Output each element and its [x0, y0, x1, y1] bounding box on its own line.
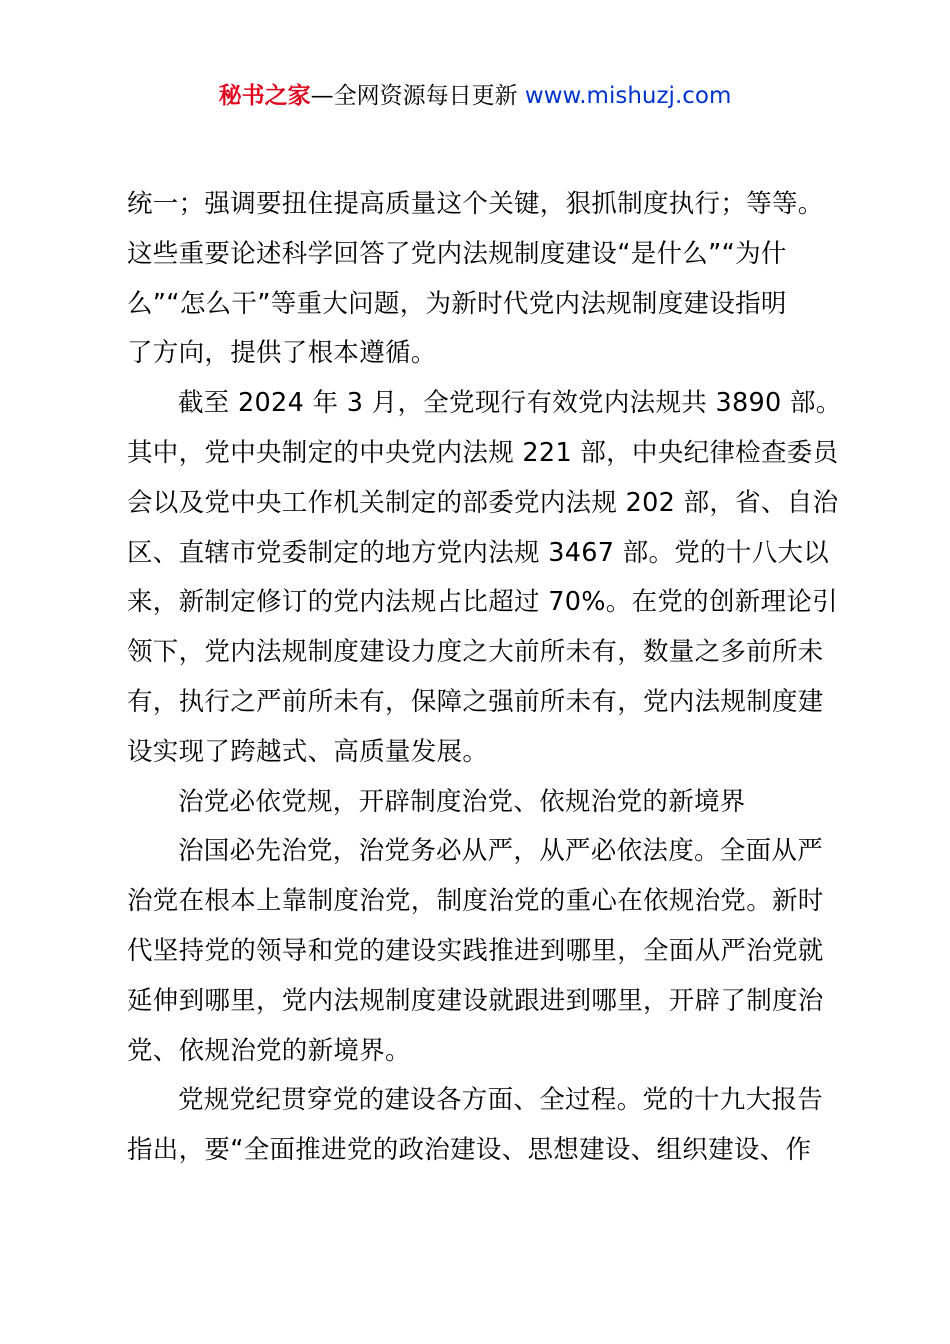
text-line: 区、直辖市党委制定的地方党内法规 3467 部。党的十八大以 [127, 537, 830, 568]
text-line: 有，执行之严前所未有，保障之强前所未有，党内法规制度建 [127, 686, 824, 717]
text-line: 其中，党中央制定的中央党内法规 221 部，中央纪律检查委员 [127, 437, 839, 468]
heading-line: 治党必依党规，开辟制度治党、依规治党的新境界 [178, 786, 746, 817]
text-line: 来，新制定修订的党内法规占比超过 70%。在党的创新理论引 [127, 587, 838, 618]
text-line: 指出，要“全面推进党的政治建设、思想建设、组织建设、作 [127, 1135, 812, 1166]
brand-name: 秘书之家 [218, 83, 311, 109]
paragraph-3 [127, 827, 831, 1076]
text-line: 设实现了跨越式、高质量发展。 [127, 736, 489, 767]
text-line: 治党在根本上靠制度治党，制度治党的重心在依规治党。新时 [127, 886, 824, 917]
text-line: 领下，党内法规制度建设力度之大前所未有，数量之多前所未 [127, 637, 824, 668]
paragraph-1 [127, 180, 831, 379]
text-line: 截至 2024 年 3 月，全党现行有效党内法规共 3890 部。 [178, 388, 842, 419]
text-line: 统一；强调要扭住提高质量这个关键，狠抓制度执行；等等。 [127, 189, 824, 219]
text-line: 么”“怎么干”等重大问题，为新时代党内法规制度建设指明 [127, 288, 787, 319]
text-line: 这些重要论述科学回答了党内法规制度建设“是什么”“为什 [127, 238, 787, 269]
paragraph-4 [127, 1076, 831, 1176]
text-line: 了方向，提供了根本遵循。 [127, 338, 437, 369]
text-line: 延伸到哪里，党内法规制度建设就跟进到哪里，开辟了制度治 [127, 985, 824, 1016]
paragraph-2 [127, 379, 842, 777]
page-header [0, 80, 950, 112]
text-line: 治国必先治党，治党务必从严，从严必依法度。全面从严 [178, 836, 824, 867]
text-line: 会以及党中央工作机关制定的部委党内法规 202 部，省、自治 [127, 487, 839, 518]
section-heading [127, 778, 831, 828]
website-link[interactable]: www.mishuzj.com [524, 83, 732, 109]
text-line: 党规党纪贯穿党的建设各方面、全过程。党的十九大报告 [178, 1085, 824, 1116]
document-body [127, 180, 842, 1176]
text-line: 党、依规治党的新境界。 [127, 1035, 411, 1066]
text-line: 代坚持党的领导和党的建设实践推进到哪里，全面从严治党就 [127, 935, 824, 966]
header-tagline: —全网资源每日更新 [310, 83, 525, 109]
